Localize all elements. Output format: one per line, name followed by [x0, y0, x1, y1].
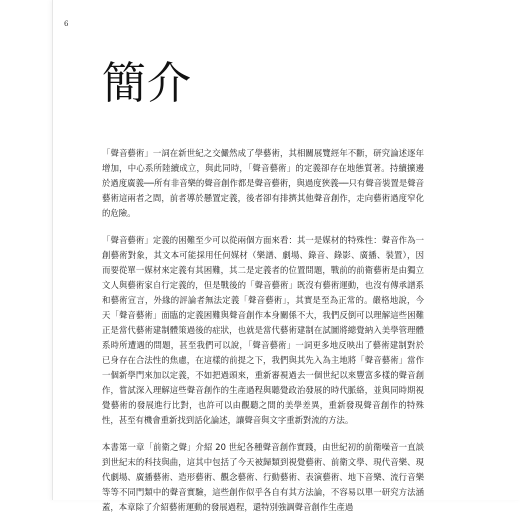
- chapter-title: 簡介: [102, 58, 192, 109]
- body-text: [102, 146, 424, 515]
- paragraph-1: 「聲音藝術」一詞在新世紀之交儼然成了學藝術，其相關展覽經年不斷，研究論述逐年增加，中心系所陸續成立，與此同時，「聲音藝術」的定義卻存在地態質著。持續擴邊於過度廣義──所有非音樂的聲音創作都是聲音藝術，與過度狹義──只有聲音裝置是聲音藝術這兩者之間，前者導於懸置定義，後者卻有排擠其他聲音創作，走向藝術過度窄化的危險。: [102, 148, 424, 218]
- paragraph-2: 「聲音藝術」定義的困難至少可以從兩個方面來看：其一是媒材的特殊性：聲音作為一創藝術對象，其文本可能採用任何媒材（樂譜、劇場、錄音、錄影、廣播、裝置），因而要從單一媒材來定義有其困難，其二是定義者的位置問題，戰前的前衛藝術是由獨立文人與藝術家自行定義的，但是戰後的「聲音藝術」既沒有藝術運動，也沒有傳承譜系和藝術宣言，外緣的評論者無法定義「聲音藝術」，其實是至為正常的。嚴格地說，今天「聲音藝術」面臨的定義困難與聲音創作本身關係不大，我們反倒可以理解這些困難正是當代藝術建制體策過後的症狀，也就是當代藝術建制在試圖將總覺納入美學管理體系時所遭遇的問題，甚至我們可以說，「聲音藝術」一詞更多地反映出了藝術建制對於已身存在合法性的焦慮，在這樣的前提之下，我們與其先入為主地將「聲音藝術」當作一個新學門來加以定義，不如把過頭來，重新審視過去一個世紀以來豐富多樣的聲音創作，嘗試深入理解這些聲音創作的生產過程與聽覺政治發展的時代脈絡，並與同時期視覺藝術的發展進行比對，也許可以由觀聽之間的美學差異，重新發現聲音創作的特殊性，甚至有機會重新找到話化論述，讓聲音與文字重新對流的方法。: [102, 235, 424, 425]
- page-number: 6: [64, 20, 69, 28]
- paragraph-3: 本書第一章「前衛之聲」介紹 20 世紀各種聲音創作實踐，由世紀初的前衛噪音一直談到世紀末的科技與曲，這其中包括了今天被歸類到視覺藝術、前衛文學、現代音樂、現代劇場、廣播藝術、造形藝術、觀念藝術、行動藝術、表演藝術、地下音樂、流行音樂等等不同門類中的聲音實驗，這些創作似乎各自有其方法論，不容易以單一研究方法涵蓋，本章除了介紹藝術運動的發展過程，還特別強調聲音創作生產過: [102, 442, 424, 512]
